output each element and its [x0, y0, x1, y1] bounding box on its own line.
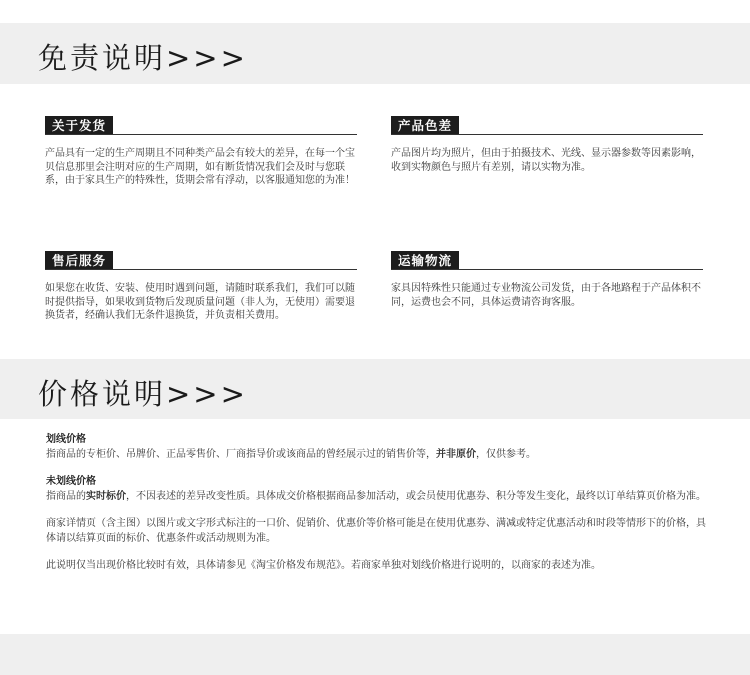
shipping-tag: 关于发货 — [45, 116, 113, 135]
shipping-tag-row — [45, 116, 357, 136]
divider — [391, 134, 703, 135]
logistics-tag: 运输物流 — [391, 251, 459, 270]
unstruck-price-heading: 未划线价格 — [46, 476, 96, 487]
scope-note: 此说明仅当出现价格比较时有效，具体请参见《淘宝价格发布规范》。若商家单独对划线价格进行说明的，以商家的表述为准。 — [46, 560, 601, 571]
divider — [45, 269, 357, 270]
color-diff-block — [391, 116, 703, 174]
footer-band — [0, 634, 750, 675]
pricing-header — [0, 359, 750, 419]
pricing-content — [46, 433, 706, 587]
struck-price-heading: 划线价格 — [46, 434, 86, 445]
logistics-tag-row — [391, 251, 703, 271]
unstruck-text-before: 指商品的 — [46, 490, 86, 502]
detail-note: 商家详情页（含主图）以图片或文字形式标注的一口价、促销价、优惠价等价格可能是在使用优惠券、满减或特定优惠活动和时段等情形下的价格，具体请以结算页面的标价、优惠条件或活动规则为准。 — [46, 518, 706, 544]
shipping-block — [45, 116, 357, 188]
unstruck-text-after: ，不因表述的差异改变性质。具体成交价格根据商品参加活动，或会员使用优惠券、积分等发生变化，最终以订单结算页价格为准。 — [126, 490, 706, 502]
color-diff-tag-row — [391, 116, 703, 136]
unstruck-price-section — [46, 475, 706, 504]
after-sales-tag: 售后服务 — [45, 251, 113, 270]
divider — [45, 134, 357, 135]
disclaimer-title: 免责说明>>> — [38, 41, 248, 75]
after-sales-text: 如果您在收货、安装、使用时遇到问题，请随时联系我们，我们可以随时提供指导，如果收到货物后发现质量问题（非人为，无使用）需要退换货者，经确认我们无条件退换货，并负责相关费用。 — [45, 283, 355, 321]
after-sales-tag-row — [45, 251, 357, 271]
logistics-text: 家具因特殊性只能通过专业物流公司发货，由于各地路程于产品体积不同，运费也会不同，具体运费请咨询客服。 — [391, 283, 701, 308]
struck-text-bold: 并非原价 — [436, 448, 476, 460]
unstruck-text-bold: 实时标价 — [86, 490, 126, 502]
disclaimer-header — [0, 23, 750, 84]
struck-price-text — [46, 448, 706, 463]
after-sales-block — [45, 251, 357, 323]
color-diff-text: 产品图片均为照片，但由于拍摄技术、光线、显示器参数等因素影响，收到实物颜色与照片有差别，请以实物为准。 — [391, 148, 701, 173]
unstruck-price-text — [46, 490, 706, 505]
color-diff-tag: 产品色差 — [391, 116, 459, 135]
logistics-block — [391, 251, 703, 309]
pricing-title: 价格说明>>> — [38, 377, 248, 411]
divider — [391, 269, 703, 270]
struck-text-before: 指商品的专柜价、吊牌价、正品零售价、厂商指导价或该商品的曾经展示过的销售价等， — [46, 448, 436, 460]
struck-price-section — [46, 433, 706, 462]
struck-text-after: ，仅供参考。 — [476, 448, 536, 460]
shipping-text: 产品具有一定的生产周期且不同种类产品会有较大的差异，在每一个宝贝信息那里会注明对应的生产周期，如有断货情况我们会及时与您联系，由于家具生产的特殊性，货期会常有浮动，以客服通知您的为准！ — [45, 148, 355, 186]
